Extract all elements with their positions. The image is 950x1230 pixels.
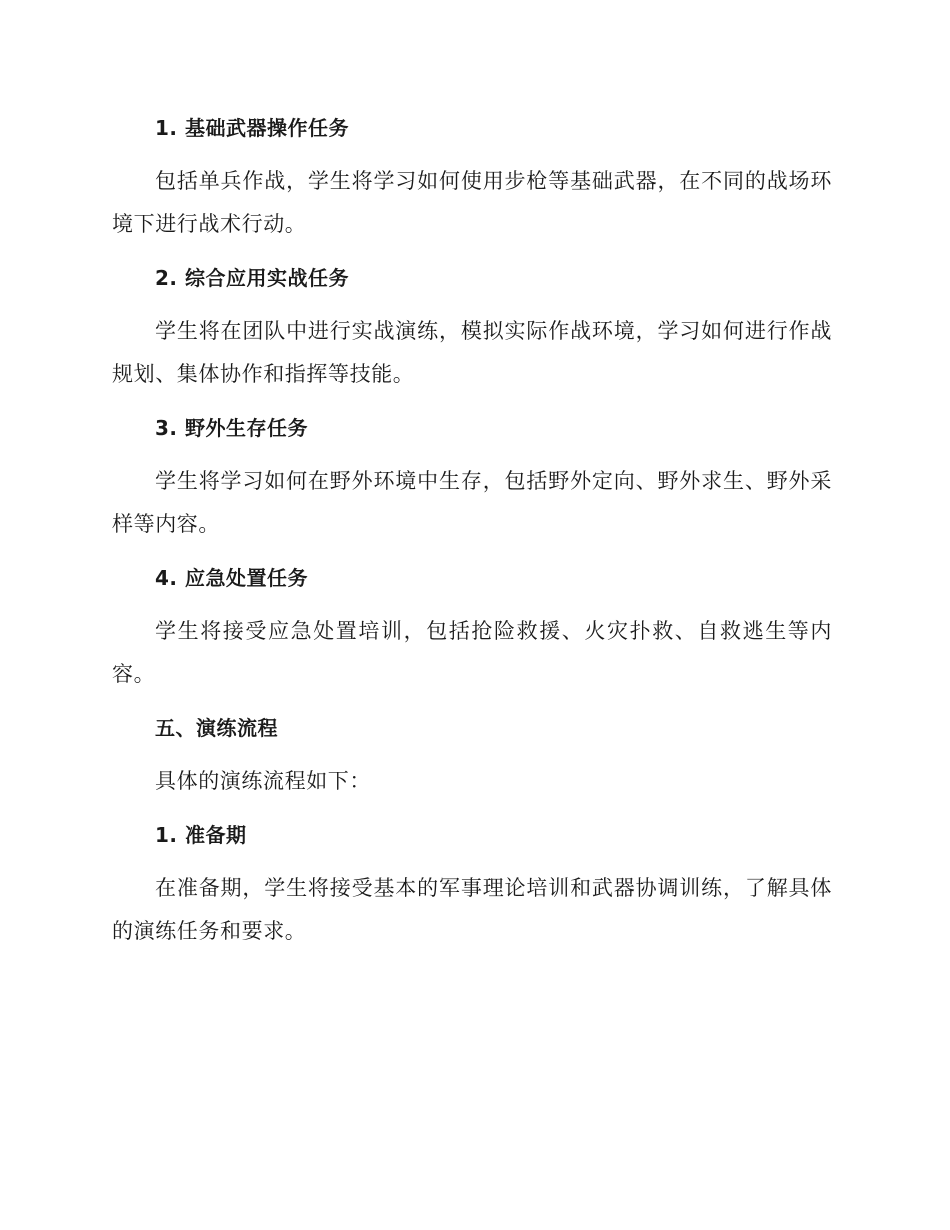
section-text-combat: 学生将在团队中进行实战演练，模拟实际作战环境，学习如何进行作战规划、集体协作和指挥等技能。 bbox=[112, 319, 832, 386]
section-text-preparation: 在准备期，学生将接受基本的军事理论培训和武器协调训练，了解具体的演练任务和要求。 bbox=[112, 876, 832, 943]
section-text-drill-process: 具体的演练流程如下： bbox=[155, 769, 371, 793]
section-heading-drill-process: 五、演练流程 bbox=[155, 716, 278, 740]
section-heading-weapons: 1. 基础武器操作任务 bbox=[155, 116, 349, 140]
section-heading-emergency: 4. 应急处置任务 bbox=[155, 566, 308, 590]
section-heading-survival: 3. 野外生存任务 bbox=[155, 416, 308, 440]
section-heading-combat: 2. 综合应用实战任务 bbox=[155, 266, 349, 290]
section-text-weapons: 包括单兵作战，学生将学习如何使用步枪等基础武器，在不同的战场环境下进行战术行动。 bbox=[112, 169, 832, 236]
section-heading-preparation: 1. 准备期 bbox=[155, 823, 247, 847]
section-text-emergency: 学生将接受应急处置培训，包括抢险救援、火灾扑救、自救逃生等内容。 bbox=[112, 619, 832, 686]
section-text-survival: 学生将学习如何在野外环境中生存，包括野外定向、野外求生、野外采样等内容。 bbox=[112, 469, 832, 536]
document-body bbox=[112, 108, 832, 965]
